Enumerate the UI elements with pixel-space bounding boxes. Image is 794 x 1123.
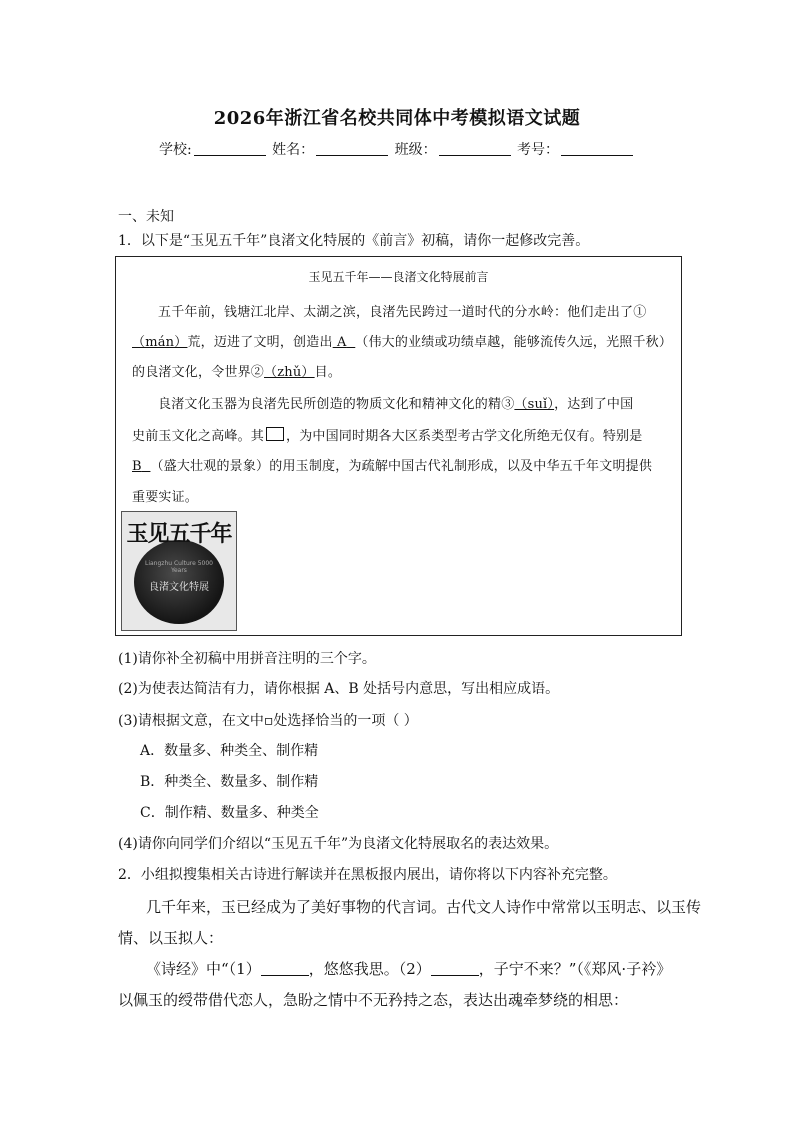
pinyin-man: （mán） (132, 335, 188, 350)
q1-sub4: (4)请你向同学们介绍以“玉见五千年”为良渚文化特展取名的表达效果。 (118, 836, 559, 852)
school-blank[interactable] (194, 143, 266, 156)
q1-sub3: (3)请根据文意，在文中▫处选择恰当的一项（ ） (118, 713, 418, 729)
preface-p2-line1 (158, 393, 633, 412)
blank-B (132, 459, 150, 474)
preface-p1-line3 (132, 361, 341, 380)
q2-text-b: ，悠悠我思。（2） (308, 960, 431, 978)
name-blank[interactable] (316, 143, 388, 156)
preface-p2-line3 (132, 455, 652, 474)
class-label: 班级： (394, 142, 437, 158)
p1-l3-text-a: 的良渚文化，令世界② (132, 365, 265, 380)
preface-p2-line2 (132, 425, 642, 444)
class-blank[interactable] (439, 143, 511, 156)
q2-para2-line2: 以佩玉的绶带借代恋人，急盼之情中不无矜持之态，表达出魂牵梦绕的相思： (118, 991, 629, 1009)
p2-l1-text-b: ，达到了中国 (554, 397, 634, 412)
q2-para1-line1: 几千年来，玉已经成为了美好事物的代言词。古代文人诗作中常常以玉明志、以玉传 (146, 898, 702, 916)
exam-title: 2026年浙江省名校共同体中考模拟语文试题 (213, 108, 581, 129)
preface-box (115, 256, 682, 636)
p1-text-b: （伟大的业绩或功绩卓越，能够流传久远，光照千秋） (355, 335, 673, 350)
preface-p2-line4: 重要实证。 (132, 490, 199, 505)
q1-option-a[interactable]: A．数量多、种类全、制作精 (140, 743, 319, 759)
pinyin-sui: （suǐ） (514, 397, 555, 412)
p2-l1-text-a: 良渚文化玉器为良渚先民所创造的物质文化和精神文化的精③ (158, 397, 515, 412)
q2-blank-2[interactable] (431, 963, 479, 976)
q1-stem: 1．以下是“玉见五千年”良渚文化特展的《前言》初稿，请你一起修改完善。 (118, 233, 590, 249)
q2-para1-line2: 情、以玉拟人： (118, 929, 224, 947)
preface-p1-line2 (132, 331, 672, 350)
p2-l2-text-a: 史前玉文化之高峰。其 (132, 429, 265, 444)
poster-title: 玉见五千年 (126, 521, 232, 547)
exhibition-poster-image (121, 511, 237, 631)
preface-title: 玉见五千年——良渚文化特展前言 (308, 270, 489, 284)
exam-no-label: 考号： (517, 142, 560, 158)
exam-no-blank[interactable] (561, 143, 633, 156)
preface-p1-line1: 五千年前，钱塘江北岸、太湖之滨，良渚先民跨过一道时代的分水岭：他们走出了① (158, 305, 647, 320)
blank-A (333, 335, 356, 350)
p2-l3-text: （盛大壮观的景象）的用玉制度，为疏解中国古代礼制形成，以及中华五千年文明提供 (150, 459, 653, 474)
student-info-line (0, 139, 794, 159)
label-B: B (132, 459, 142, 474)
pinyin-zhu: （zhǔ） (264, 365, 315, 380)
school-label: 学校: (158, 142, 192, 158)
q1-option-b[interactable]: B．种类全、数量多、制作精 (140, 774, 319, 790)
p1-l3-text-b: 目。 (314, 365, 342, 380)
name-label: 姓名： (272, 142, 315, 158)
poster-english: Liangzhu Culture 5000 Years (145, 560, 213, 574)
q2-blank-1[interactable] (261, 963, 309, 976)
p2-l2-text-b: ，为中国同时期各大区系类型考古学文化所绝无仅有。特别是 (286, 429, 643, 444)
poster-subtitle: 良渚文化特展 (149, 582, 209, 593)
q2-text-a: 《诗经》中“（1） (146, 960, 261, 978)
q1-option-c[interactable]: C．制作精、数量多、种类全 (140, 805, 319, 821)
q2-text-c: ，子宁不来？”（《郑风·子衿》 (478, 960, 672, 978)
p1-text-a: 荒，迈进了文明，创造出 (187, 335, 333, 350)
label-A: A (337, 335, 347, 350)
choice-square (266, 427, 284, 441)
q1-sub2: (2)为使表达简洁有力，请你根据 A、B 处括号内意思，写出相应成语。 (118, 681, 560, 697)
q2-stem: 2．小组拟搜集相关古诗进行解读并在黑板报内展出，请你将以下内容补充完整。 (118, 867, 617, 883)
section-heading: 一、未知 (118, 209, 174, 225)
q1-sub1: (1)请你补全初稿中用拼音注明的三个字。 (118, 651, 376, 667)
q2-para2-line1 (146, 958, 671, 979)
